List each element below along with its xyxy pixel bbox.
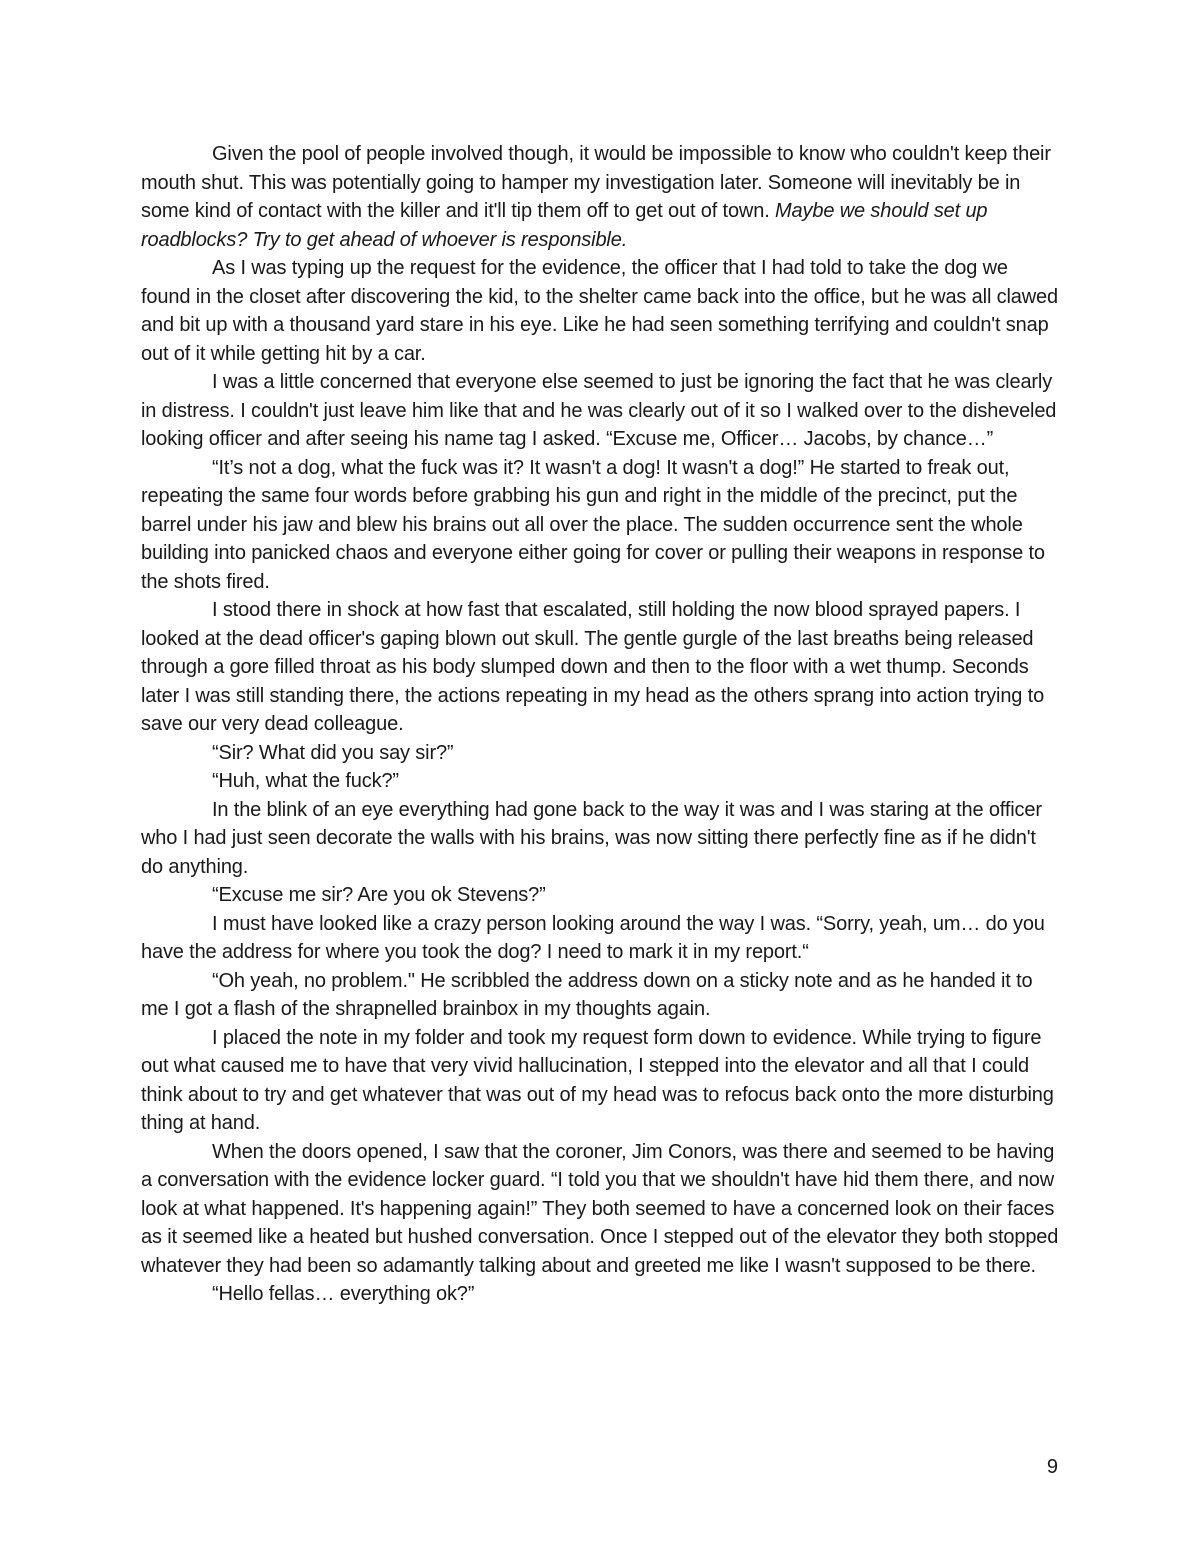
paragraph-3: I was a little concerned that everyone else seemed to just be ignoring the fact that he was clearly in distress. I couldn't just leave him like that and he was clearly out of it so I walked over to the disheveled looking officer and after seeing his name tag I asked. “Excuse me, Officer… Jacobs, by chance…” (141, 371, 1057, 450)
paragraph-1-text: Given the pool of people involved though, it would be impossible to know who couldn't keep their mouth shut. This was potentially going to hamper my investigation later. Someone will inevitably be in some kind of contact with the killer and it'll tip them off to get out of town. (141, 143, 1051, 222)
paragraph-8: In the blink of an eye everything had gone back to the way it was and I was staring at the officer who I had just seen decorate the walls with his brains, was now sitting there perfectly fine as if he didn't do anything. (141, 798, 1042, 878)
paragraph-9: “Excuse me sir? Are you ok Stevens?” (212, 884, 546, 906)
paragraph-6: “Sir? What did you say sir?” (212, 741, 454, 764)
paragraph-11: “Oh yeah, no problem." He scribbled the address down on a sticky note and as he handed it to me I got a flash of the shrapnelled brainbox in my thoughts again. (141, 969, 1033, 1020)
paragraph-10: I must have looked like a crazy person looking around the way I was. “Sorry, yeah, um… do you have the address for where you took the dog? I need to mark it in my report.“ (141, 912, 1045, 963)
paragraph-7: “Huh, what the fuck?” (212, 770, 399, 792)
paragraph-1 (141, 140, 1059, 254)
paragraph-12: I placed the note in my folder and took my request form down to evidence. While trying to figure out what caused me to have that very vivid hallucination, I stepped into the elevator and all that I could think about to try and get whatever that was out of my head was to refocus back onto the more disturbing thing at hand. (141, 1026, 1054, 1134)
paragraph-1-italic-thought: Maybe we should set up roadblocks? Try to get ahead of whoever is responsible. (141, 200, 988, 251)
paragraph-4: “It’s not a dog, what the fuck was it? It wasn't a dog! It wasn't a dog!” He started to freak out, repeating the same four words before grabbing his gun and right in the middle of the precinct, put the barrel under his jaw and blew his brains out all over the place. The sudden occurrence sent the whole building into panicked chaos and everyone either going for cover or pulling their weapons in response to the shots fired. (141, 456, 1045, 593)
page-number: 9 (1046, 1456, 1058, 1478)
paragraph-13: When the doors opened, I saw that the coroner, Jim Conors, was there and seemed to be having a conversation with the evidence locker guard. “I told you that we shouldn't have hid them there, and now look at what happened. It's happening again!” They both seemed to have a concerned look on their faces as it seemed like a heated but hushed conversation. Once I stepped out of the elevator they both stopped whatever they had been so adamantly talking about and greeted me like I wasn't supposed to be there. (141, 1140, 1059, 1277)
paragraph-5: I stood there in shock at how fast that escalated, still holding the now blood sprayed papers. I looked at the dead officer's gaping blown out skull. The gentle gurgle of the last breaths being released through a gore filled throat as his body slumped down and then to the floor with a wet thump. Seconds later I was still standing there, the actions repeating in my head as the others sprang into action trying to save our very dead colleague. (141, 599, 1045, 735)
paragraph-14: “Hello fellas… everything ok?” (212, 1283, 475, 1305)
page-body-text (141, 140, 1059, 1309)
paragraph-2: As I was typing up the request for the evidence, the officer that I had told to take the dog we found in the closet after discovering the kid, to the shelter came back into the office, but he was all clawed and bit up with a thousand yard stare in his eye. Like he had seen something terrifying and couldn't snap out of it while getting hit by a car. (141, 257, 1058, 365)
